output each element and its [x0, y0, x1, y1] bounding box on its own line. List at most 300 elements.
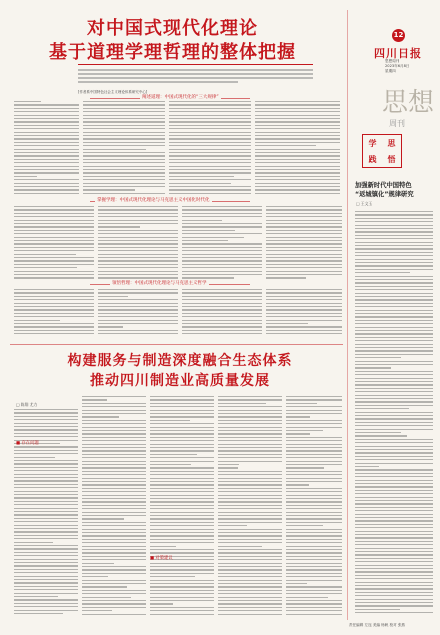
text-line: [355, 527, 433, 528]
text-line: [286, 505, 342, 506]
text-line: [266, 271, 342, 272]
text-line: [169, 125, 251, 126]
text-line: [355, 293, 433, 294]
text-line: [14, 267, 77, 268]
text-line: [14, 313, 94, 314]
text-line: [14, 525, 78, 526]
text-line: [14, 176, 37, 177]
text-line: [266, 323, 308, 324]
text-line: [286, 410, 342, 411]
text-line: [82, 454, 146, 455]
text-line: [286, 471, 342, 472]
text-line: [286, 478, 342, 479]
text-line: [286, 593, 342, 594]
text-line: [150, 597, 214, 598]
text-line: [83, 101, 165, 102]
text-line: [266, 306, 342, 307]
text-line: [355, 493, 433, 494]
text-line: [82, 491, 146, 492]
text-line: [14, 501, 78, 502]
article-column-4: [255, 100, 340, 195]
text-line: [266, 267, 342, 268]
article-column-2: [83, 100, 165, 195]
text-line: [82, 481, 146, 482]
text-line: [14, 257, 94, 258]
text-line: [355, 449, 433, 450]
text-line: [355, 221, 433, 222]
text-line: [355, 585, 433, 586]
text-line: [14, 296, 94, 297]
text-line: [14, 179, 79, 180]
text-line: [286, 563, 342, 564]
text-line: [82, 505, 146, 506]
text-line: [355, 299, 433, 300]
text-line: [14, 326, 94, 327]
text-line: [218, 467, 238, 468]
text-line: [83, 176, 165, 177]
text-line: [355, 503, 433, 504]
text-line: [82, 508, 146, 509]
text-line: [150, 583, 214, 584]
text-line: [83, 155, 165, 156]
text-line: [255, 193, 340, 194]
text-line: [255, 118, 340, 119]
text-line: [266, 303, 342, 304]
text-line: [286, 580, 342, 581]
text-line: [150, 399, 214, 400]
text-line: [286, 586, 342, 587]
text-line: [14, 412, 78, 413]
text-line: [266, 289, 342, 290]
text-line: [355, 388, 433, 389]
text-line: [355, 405, 433, 406]
text-line: [355, 242, 433, 243]
text-line: [82, 529, 146, 530]
text-line: [169, 138, 251, 139]
text-line: [355, 582, 433, 583]
text-line: [82, 467, 146, 468]
text-line: [266, 274, 342, 275]
text-line: [14, 333, 94, 334]
article-column-10: [98, 288, 178, 338]
text-line: [218, 539, 282, 540]
text-line: [150, 396, 214, 397]
text-line: [286, 430, 323, 431]
text-line: [150, 416, 214, 417]
text-line: [355, 578, 433, 579]
text-line: [286, 522, 342, 523]
text-line: [83, 104, 165, 105]
text-line: [14, 603, 78, 604]
text-line: [14, 426, 78, 427]
text-line: [355, 486, 433, 487]
text-line: [14, 576, 78, 577]
bottom-author: □ 陈翔 尤力: [16, 402, 38, 407]
bottom-headline-line1: 构建服务与制造深度融合生态体系: [67, 353, 293, 369]
text-line: [83, 172, 165, 173]
text-line: [218, 610, 282, 611]
text-line: [150, 586, 214, 587]
text-line: [218, 399, 282, 400]
text-line: [182, 257, 262, 258]
text-line: [150, 488, 214, 489]
text-line: [150, 522, 214, 523]
text-line: [82, 603, 146, 604]
text-line: [355, 435, 407, 436]
text-line: [355, 371, 433, 372]
text-line: [98, 240, 178, 241]
text-line: [355, 599, 433, 600]
text-line: [150, 410, 214, 411]
text-line: [355, 231, 433, 232]
text-line: [83, 183, 165, 184]
stamp-char: 思: [387, 138, 396, 148]
section-title-3: 领悟哲理：中国式现代化理论与马克思主义哲学: [112, 281, 207, 286]
text-line: [355, 415, 433, 416]
text-line: [286, 573, 342, 574]
text-line: [14, 277, 94, 278]
text-line: [218, 481, 282, 482]
text-line: [355, 514, 433, 515]
side-title-line2: “返城镇化”规律研究: [355, 191, 414, 198]
text-line: [150, 566, 214, 567]
text-line: [255, 104, 340, 105]
text-line: [82, 416, 119, 417]
text-line: [82, 522, 146, 523]
text-line: [169, 166, 251, 167]
text-line: [150, 546, 176, 547]
page-footer-credits: 责任编辑 左连 美编 杨帆 校对 张燕: [349, 623, 406, 627]
text-line: [286, 566, 342, 567]
text-line: [150, 478, 214, 479]
text-line: [218, 413, 282, 414]
text-line: [98, 250, 178, 251]
text-line: [355, 286, 433, 287]
text-line: [14, 535, 78, 536]
text-line: [255, 125, 340, 126]
text-line: [14, 572, 78, 573]
section-subtitle: 周刊: [389, 119, 405, 128]
text-line: [98, 233, 178, 234]
text-line: [218, 542, 282, 543]
masthead-date: 2023年6月8日: [385, 64, 410, 68]
text-line: [182, 260, 262, 261]
text-line: [255, 152, 340, 153]
text-line: [266, 264, 342, 265]
text-line: [286, 508, 342, 509]
text-line: [355, 554, 433, 555]
text-line: [286, 464, 342, 465]
text-line: [286, 396, 342, 397]
text-line: [83, 125, 165, 126]
text-line: [355, 510, 433, 511]
text-line: [14, 330, 94, 331]
text-line: [218, 495, 282, 496]
text-line: [355, 330, 433, 331]
text-line: [355, 262, 433, 263]
text-line: [182, 216, 262, 217]
text-line: [355, 398, 433, 399]
text-line: [218, 580, 282, 581]
text-line: [182, 323, 262, 324]
text-line: [169, 162, 251, 163]
text-line: [355, 327, 433, 328]
text-line: [218, 501, 282, 502]
text-line: [98, 206, 178, 207]
text-line: [169, 118, 251, 119]
text-line: [169, 115, 251, 116]
text-line: [150, 454, 197, 455]
text-line: [83, 115, 165, 116]
text-line: [14, 416, 78, 417]
text-line: [82, 593, 146, 594]
text-line: [355, 306, 433, 307]
text-line: [286, 614, 342, 615]
text-line: [14, 579, 78, 580]
text-line: [286, 525, 323, 526]
text-line: [286, 454, 342, 455]
text-line: [218, 593, 282, 594]
newspaper-name: 四川日报: [374, 47, 422, 60]
text-line: [150, 437, 214, 438]
text-line: [150, 535, 214, 536]
text-line: [266, 320, 342, 321]
text-line: [266, 260, 342, 261]
text-line: [266, 237, 342, 238]
text-line: [355, 276, 433, 277]
article-separator: [10, 344, 343, 345]
text-line: [355, 347, 433, 348]
text-line: [14, 104, 79, 105]
masthead-meta-1: 思想周刊: [385, 59, 400, 63]
text-line: [150, 532, 214, 533]
text-line: [98, 320, 178, 321]
text-line: [14, 450, 78, 451]
side-article-author: □ 王文玉: [356, 201, 373, 206]
text-line: [182, 303, 262, 304]
text-line: [82, 450, 146, 451]
text-line: [98, 313, 178, 314]
text-line: [98, 292, 178, 293]
text-line: [355, 412, 433, 413]
text-line: [355, 429, 433, 430]
text-line: [169, 135, 251, 136]
text-line: [98, 323, 178, 324]
text-line: [14, 463, 78, 464]
text-line: [14, 521, 78, 522]
text-line: [266, 243, 342, 244]
text-line: [14, 121, 79, 122]
text-line: [286, 549, 342, 550]
text-line: [218, 590, 282, 591]
text-line: [182, 333, 262, 334]
text-line: [169, 108, 251, 109]
text-line: [286, 590, 342, 591]
text-line: [355, 568, 433, 569]
text-line: [98, 213, 178, 214]
text-line: [266, 213, 342, 214]
text-line: [355, 497, 433, 498]
section-title-big: 思想: [382, 88, 435, 118]
text-line: [286, 559, 342, 560]
text-line: [169, 149, 251, 150]
text-line: [83, 128, 165, 129]
text-line: [286, 529, 342, 530]
text-line: [83, 132, 165, 133]
text-line: [218, 410, 282, 411]
text-line: [14, 169, 79, 170]
text-line: [98, 223, 178, 224]
text-line: [218, 464, 239, 465]
bottom-headline-line2: 推动四川制造业高质量发展: [90, 373, 270, 389]
text-line: [182, 267, 262, 268]
text-line: [355, 469, 433, 470]
article-column-11: [182, 288, 262, 338]
text-line: [83, 111, 165, 112]
text-line: [82, 495, 146, 496]
text-line: [169, 159, 251, 160]
text-line: [218, 535, 282, 536]
text-line: [355, 507, 433, 508]
text-line: [14, 138, 79, 139]
text-line: [286, 474, 342, 475]
text-line: [286, 406, 342, 407]
text-line: [218, 450, 282, 451]
text-line: [266, 233, 342, 234]
text-line: [286, 399, 342, 400]
text-line: [355, 235, 433, 236]
text-line: [14, 115, 79, 116]
text-line: [82, 464, 146, 465]
text-line: [150, 474, 214, 475]
text-line: [14, 289, 94, 290]
text-line: [182, 233, 262, 234]
text-line: [286, 433, 310, 434]
text-line: [218, 474, 282, 475]
text-line: [355, 452, 433, 453]
text-line: [82, 525, 146, 526]
text-line: [355, 374, 433, 375]
text-line: [355, 238, 433, 239]
text-line: [14, 152, 79, 153]
text-line: [14, 460, 78, 461]
text-line: [14, 323, 94, 324]
text-line: [266, 292, 342, 293]
text-line: [266, 220, 342, 221]
text-line: [182, 299, 262, 300]
text-line: [218, 498, 282, 499]
text-line: [14, 162, 79, 163]
text-line: [355, 225, 433, 226]
text-line: [355, 531, 433, 532]
text-line: [14, 589, 78, 590]
text-line: [355, 432, 401, 433]
text-line: [14, 514, 78, 515]
text-line: [355, 214, 433, 215]
text-line: [14, 508, 78, 509]
text-line: [355, 541, 433, 542]
column-rule: [347, 10, 348, 620]
text-line: [82, 437, 146, 438]
text-line: [286, 583, 307, 584]
text-line: [266, 247, 342, 248]
text-line: [14, 610, 78, 611]
text-line: [14, 497, 78, 498]
text-line: [14, 125, 79, 126]
text-line: [14, 213, 94, 214]
text-line: [14, 548, 78, 549]
text-line: [169, 101, 251, 102]
text-line: [14, 436, 78, 437]
text-line: [355, 361, 433, 362]
text-line: [355, 255, 433, 256]
article-column-5: [14, 205, 94, 280]
text-line: [218, 420, 282, 421]
text-line: [182, 320, 262, 321]
main-headline-line2: 基于道理学理哲理的整体把握: [49, 42, 296, 63]
text-line: [98, 267, 178, 268]
lead-paragraph: [78, 64, 313, 86]
text-line: [150, 450, 214, 451]
text-line: [255, 101, 340, 102]
text-line: [83, 162, 165, 163]
text-line: [98, 316, 178, 317]
text-line: [355, 289, 433, 290]
text-line: [98, 216, 178, 217]
text-line: [14, 250, 94, 251]
text-line: [355, 340, 433, 341]
text-line: [255, 108, 340, 109]
text-line: [255, 162, 340, 163]
text-line: [355, 320, 433, 321]
text-line: [355, 476, 433, 477]
text-line: [286, 423, 342, 424]
text-line: [150, 512, 214, 513]
text-line: [355, 446, 433, 447]
text-line: [218, 522, 282, 523]
stamp-char: 学: [368, 138, 377, 148]
text-line: [355, 218, 433, 219]
text-line: [286, 532, 342, 533]
text-line: [83, 118, 165, 119]
text-line: [182, 274, 262, 275]
text-line: [355, 395, 433, 396]
text-line: [266, 230, 342, 231]
text-line: [218, 556, 282, 557]
text-line: [355, 391, 433, 392]
text-line: [14, 309, 94, 310]
text-line: [83, 159, 165, 160]
text-line: [182, 271, 262, 272]
text-line: [98, 299, 178, 300]
text-line: [355, 483, 433, 484]
column-stamp: [362, 134, 402, 168]
text-line: [182, 292, 262, 293]
text-line: [255, 166, 340, 167]
text-line: [182, 296, 262, 297]
text-line: [255, 159, 340, 160]
text-line: [286, 491, 342, 492]
text-line: [182, 316, 262, 317]
text-line: [182, 226, 262, 227]
main-headline-line1: 对中国式现代化理论: [87, 18, 258, 39]
text-line: [182, 264, 262, 265]
text-line: [182, 250, 262, 251]
text-line: [14, 118, 79, 119]
article-column-1: [14, 100, 79, 195]
side-article-title: [355, 181, 414, 199]
text-line: [355, 565, 433, 566]
